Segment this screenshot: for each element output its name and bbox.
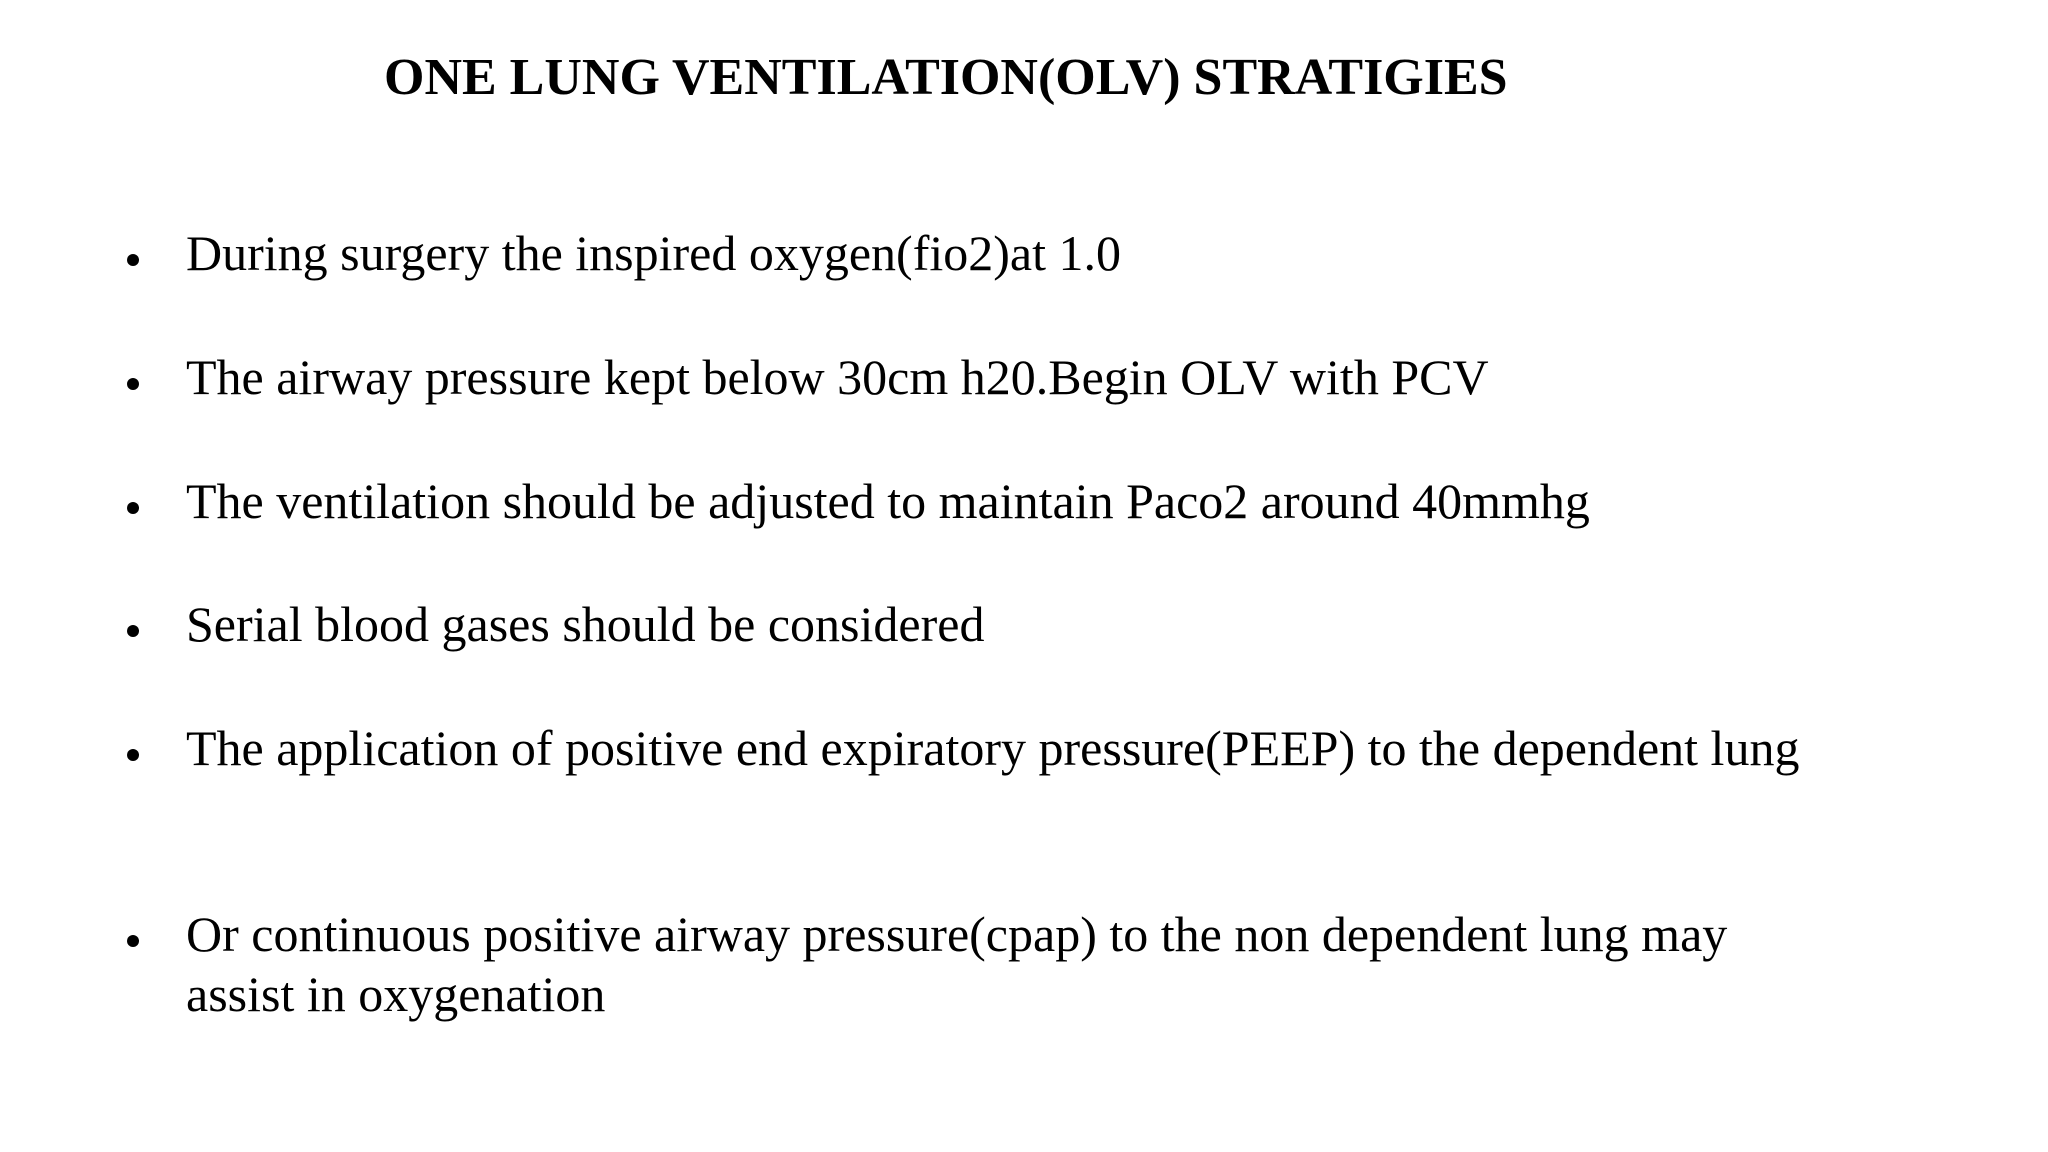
bullet-icon — [127, 502, 139, 514]
bullet-text: During surgery the inspired oxygen(fio2)at 1.0 — [186, 225, 1121, 281]
bullet-icon — [127, 254, 139, 266]
bullet-text: The application of positive end expiratory pressure(PEEP) to the dependent lung — [186, 720, 1800, 776]
bullet-text: The ventilation should be adjusted to maintain Paco2 around 40mmhg — [186, 473, 1590, 529]
bullet-icon — [127, 625, 139, 637]
bullet-text: Serial blood gases should be considered — [186, 596, 985, 652]
bullet-icon — [127, 378, 139, 390]
bullet-text: The airway pressure kept below 30cm h20.Begin OLV with PCV — [186, 349, 1489, 405]
bullet-icon — [127, 749, 139, 761]
slide-title: ONE LUNG VENTILATION(OLV) STRATIGIES — [384, 49, 1508, 106]
bullet-text: Or continuous positive airway pressure(cpap) to the non dependent lung may assist in oxygenation — [186, 906, 1728, 1022]
bullet-icon — [127, 935, 139, 947]
